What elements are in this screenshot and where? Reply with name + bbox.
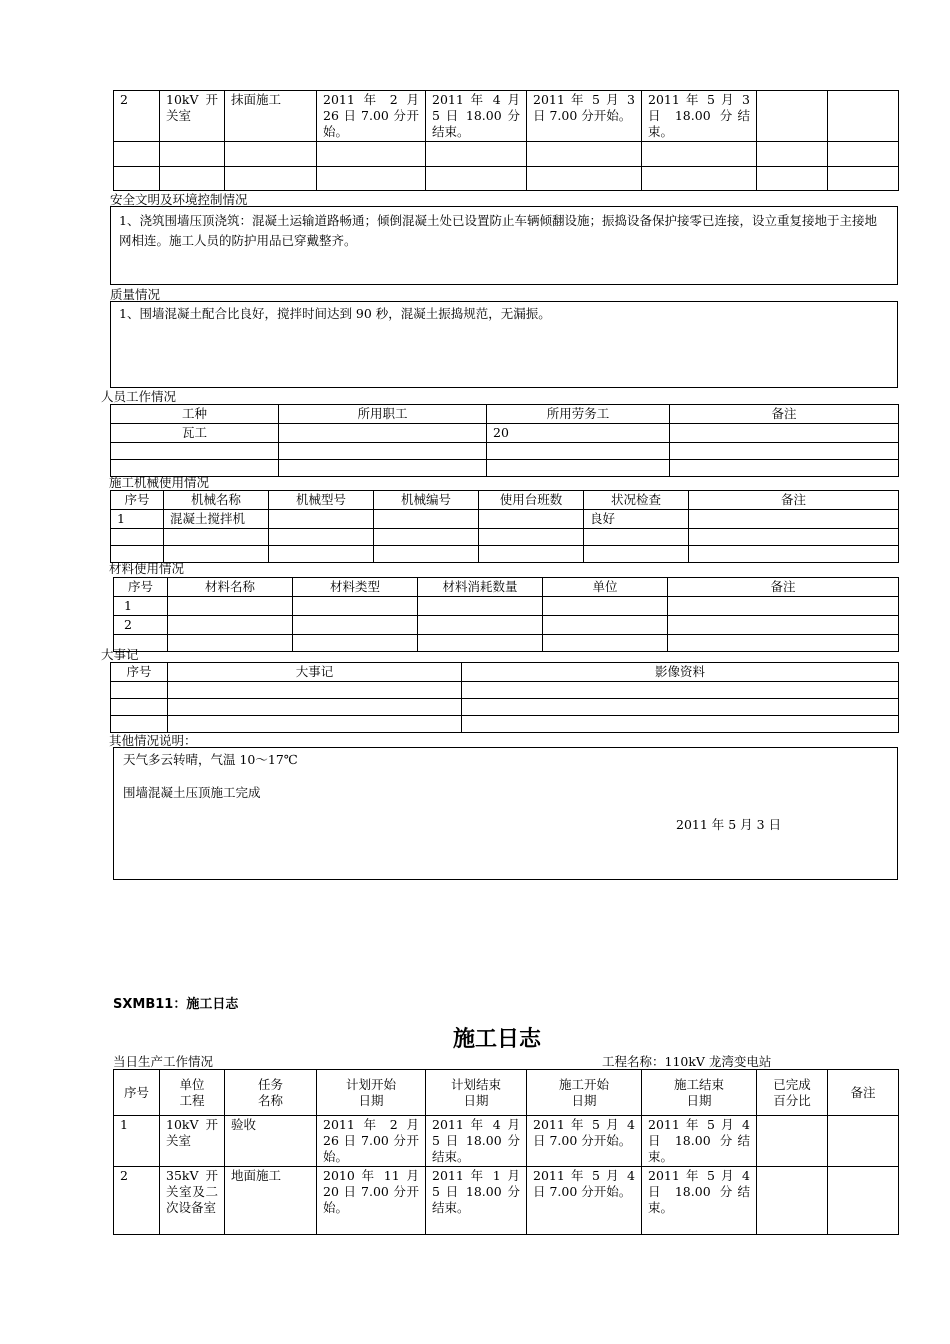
daily-work-table [113,1069,899,1235]
cell: 2011 年 2 月 26 日 7.00 分开始。 [317,91,426,142]
table-row [114,635,899,652]
project-name: 工程名称：110kV 龙湾变电站 [602,1054,772,1069]
cell [757,1116,828,1167]
cell: 2011 年 5 月 3 日 18.00 分结束。 [642,91,757,142]
column-header: 序号 [111,491,164,510]
machinery-table [110,490,899,563]
column-header: 机械型号 [269,491,374,510]
daily-work-label: 当日生产工作情况 [113,1054,214,1069]
table-row [111,424,899,443]
table-row [114,142,899,167]
cell [757,91,828,142]
table-row [111,546,899,563]
events-title: 大事记 [101,647,139,662]
cell: 2011 年 1 月 5 日 18.00 分结束。 [426,1167,527,1235]
cell: 2011 年 5 月 4 日 7.00 分开始。 [527,1116,642,1167]
column-header: 计划结束 日期 [426,1070,527,1116]
column-header: 备注 [670,405,899,424]
column-header: 施工结束 日期 [642,1070,757,1116]
column-header: 单位 工程 [160,1070,225,1116]
table-row [111,443,899,460]
cell: 2011 年 5 月 4 日 18.00 分结束。 [642,1116,757,1167]
cell [670,424,899,443]
column-header: 任务 名称 [225,1070,317,1116]
column-header: 材料类型 [293,578,418,597]
column-header: 状况检查 [584,491,689,510]
column-header: 机械名称 [164,491,269,510]
table-header-row [114,578,899,597]
quality-title: 质量情况 [110,287,161,302]
cell [828,91,899,142]
column-header: 施工开始 日期 [527,1070,642,1116]
cell: 2011 年 5 月 4 日 7.00 分开始。 [527,1167,642,1235]
cell [828,1116,899,1167]
cell: 2010 年 11 月 20 日 7.00 分开始。 [317,1167,426,1235]
safety-title: 安全文明及环境控制情况 [110,192,248,207]
cell: 2011 年 5 月 4 日 18.00 分结束。 [642,1167,757,1235]
table-row [114,1167,899,1235]
cell [279,424,487,443]
cell [269,510,374,529]
personnel-title: 人员工作情况 [101,389,177,404]
other-line-1: 天气多云转晴，气温 10～17℃ [123,752,298,767]
table-header-row [111,491,899,510]
column-header: 工种 [111,405,279,424]
quality-box [110,301,898,388]
cell: 良好 [584,510,689,529]
other-date: 2011 年 5 月 3 日 [676,817,782,832]
materials-table [113,577,899,652]
table-row [111,510,899,529]
cell [374,510,479,529]
cell: 1 [111,510,164,529]
other-line-2: 围墙混凝土压顶施工完成 [123,785,261,800]
cell: 验收 [225,1116,317,1167]
column-header: 大事记 [168,663,462,682]
table-header-row [114,1070,899,1116]
column-header: 所用劳务工 [487,405,670,424]
cell: 1 [114,597,168,616]
column-header: 所用职工 [279,405,487,424]
cell [479,510,584,529]
column-header: 备注 [689,491,899,510]
page-title: 施工日志 [452,1027,541,1052]
table-row [114,167,899,191]
personnel-table [110,404,899,477]
table-row [111,529,899,546]
cell: 1 [114,1116,160,1167]
column-header: 计划开始 日期 [317,1070,426,1116]
events-table [110,662,899,733]
quality-text: 1、围墙混凝土配合比良好，搅拌时间达到 90 秒，混凝土振捣规范，无漏振。 [119,306,551,321]
column-header: 序号 [114,1070,160,1116]
cell: 地面施工 [225,1167,317,1235]
column-header: 备注 [828,1070,899,1116]
cell: 10kV 开关室 [160,91,225,142]
cell: 2 [114,616,168,635]
cell: 2 [114,1167,160,1235]
other-title: 其他情况说明： [109,733,197,748]
cell: 2011 年 4 月 5 日 18.00 分结束。 [426,91,527,142]
cell [757,1167,828,1235]
column-header: 单位 [543,578,668,597]
safety-box [110,206,898,285]
table-row [114,597,899,616]
column-header: 使用台班数 [479,491,584,510]
table-header-row [111,405,899,424]
column-header: 材料名称 [168,578,293,597]
safety-text: 1、浇筑围墙压顶浇筑：混凝土运输道路畅通；倾倒混凝土处已设置防止车辆倾翻设施；振捣设备保护接零已连接，设立重复接地于主接地网相连。施工人员的防护用品已穿戴整齐。 [119,213,877,248]
cell: 抹面施工 [225,91,317,142]
table-row [111,682,899,699]
form-code: SXMB11：施工日志 [113,997,239,1012]
column-header: 机械编号 [374,491,479,510]
materials-title: 材料使用情况 [109,561,185,576]
other-box [113,747,898,880]
table-row [114,616,899,635]
cell: 2 [114,91,160,142]
column-header: 序号 [114,578,168,597]
cell: 混凝土搅拌机 [164,510,269,529]
table-header-row [111,663,899,682]
cell: 2011 年 2 月 26 日 7.00 分开始。 [317,1116,426,1167]
column-header: 序号 [111,663,168,682]
table-row [111,699,899,716]
cell: 瓦工 [111,424,279,443]
cell: 10kV 开关室 [160,1116,225,1167]
table-row [114,1116,899,1167]
table-row [111,716,899,733]
cell [828,1167,899,1235]
cell: 2011 年 4 月 5 日 18.00 分结束。 [426,1116,527,1167]
cell: 20 [487,424,670,443]
table-row [114,91,899,142]
column-header: 材料消耗数量 [418,578,543,597]
machinery-title: 施工机械使用情况 [109,475,210,490]
cell [689,510,899,529]
column-header: 备注 [668,578,899,597]
cell: 35kV 开关室及二次设备室 [160,1167,225,1235]
column-header: 已完成 百分比 [757,1070,828,1116]
top-work-table [113,90,899,191]
column-header: 影像资料 [462,663,899,682]
table-row [111,460,899,477]
cell: 2011 年 5 月 3 日 7.00 分开始。 [527,91,642,142]
